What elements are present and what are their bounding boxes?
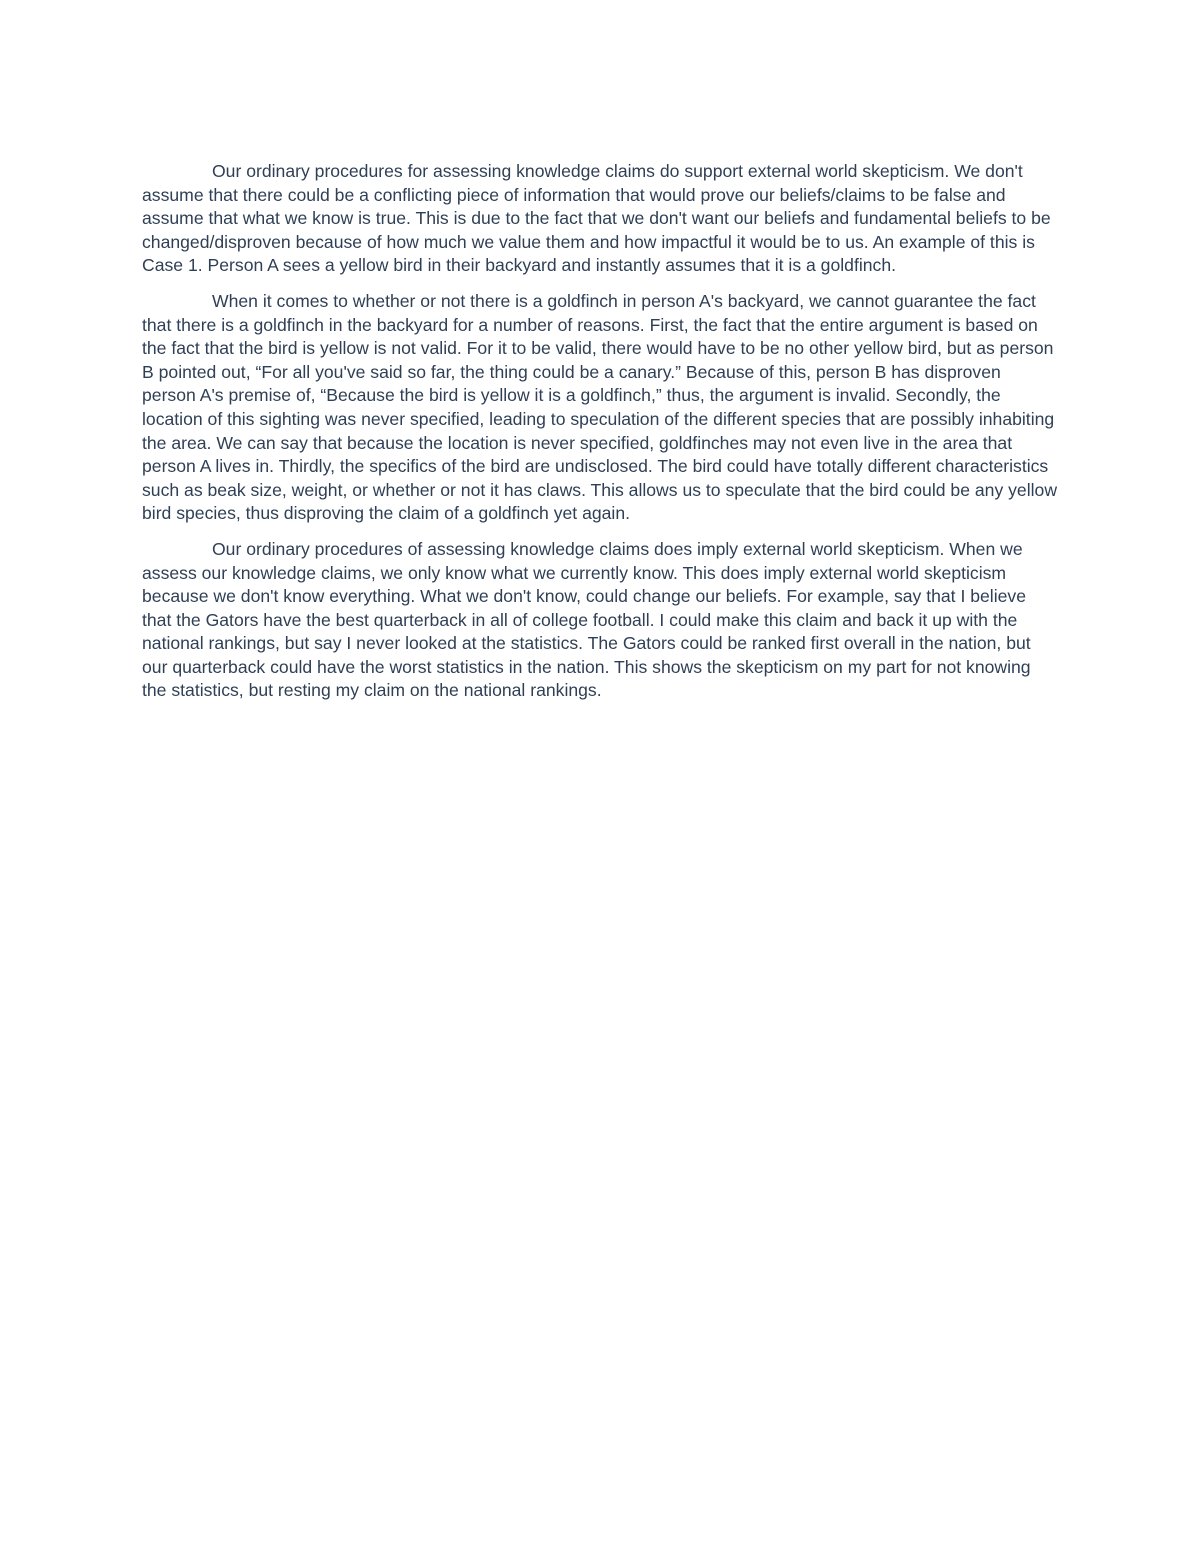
paragraph-3: Our ordinary procedures of assessing knowledge claims does imply external world skepticism. When we assess our knowledge claims, we only know what we currently know. This does imply external world skepticism because we don't know everything. What we don't know, could change our beliefs. For example, say that I believe that the Gators have the best quarterback in all of college football. I could make this claim and back it up with the national rankings, but say I never looked at the statistics. The Gators could be ranked first overall in the nation, but our quarterback could have the worst statistics in the nation. This shows the skepticism on my part for not knowing the statistics, but resting my claim on the national rankings.: [142, 538, 1031, 701]
paragraph-1: Our ordinary procedures for assessing knowledge claims do support external world skepticism. We don't assume that there could be a conflicting piece of information that would prove our beliefs/claims to be false and assume that what we know is true. This is due to the fact that we don't want our beliefs and fundamental beliefs to be changed/disproven because of how much we value them and how impactful it would be to us. An example of this is Case 1. Person A sees a yellow bird in their backyard and instantly assumes that it is a goldfinch.: [142, 161, 1051, 276]
document-body: [142, 160, 1058, 715]
paragraph-2: When it comes to whether or not there is a goldfinch in person A's backyard, we cannot guarantee the fact that there is a goldfinch in the backyard for a number of reasons. First, the fact that the entire argument is based on the fact that the bird is yellow is not valid. For it to be valid, there would have to be no other yellow bird, but as person B pointed out, “For all you've said so far, the thing could be a canary.” Because of this, person B has disproven person A's premise of, “Because the bird is yellow it is a goldfinch,” thus, the argument is invalid. Secondly, the location of this sighting was never specified, leading to speculation of the different species that are possibly inhabiting the area. We can say that because the location is never specified, goldfinches may not even live in the area that person A lives in. Thirdly, the specifics of the bird are undisclosed. The bird could have totally different characteristics such as beak size, weight, or whether or not it has claws. This allows us to speculate that the bird could be any yellow bird species, thus disproving the claim of a goldfinch yet again.: [142, 290, 1058, 524]
